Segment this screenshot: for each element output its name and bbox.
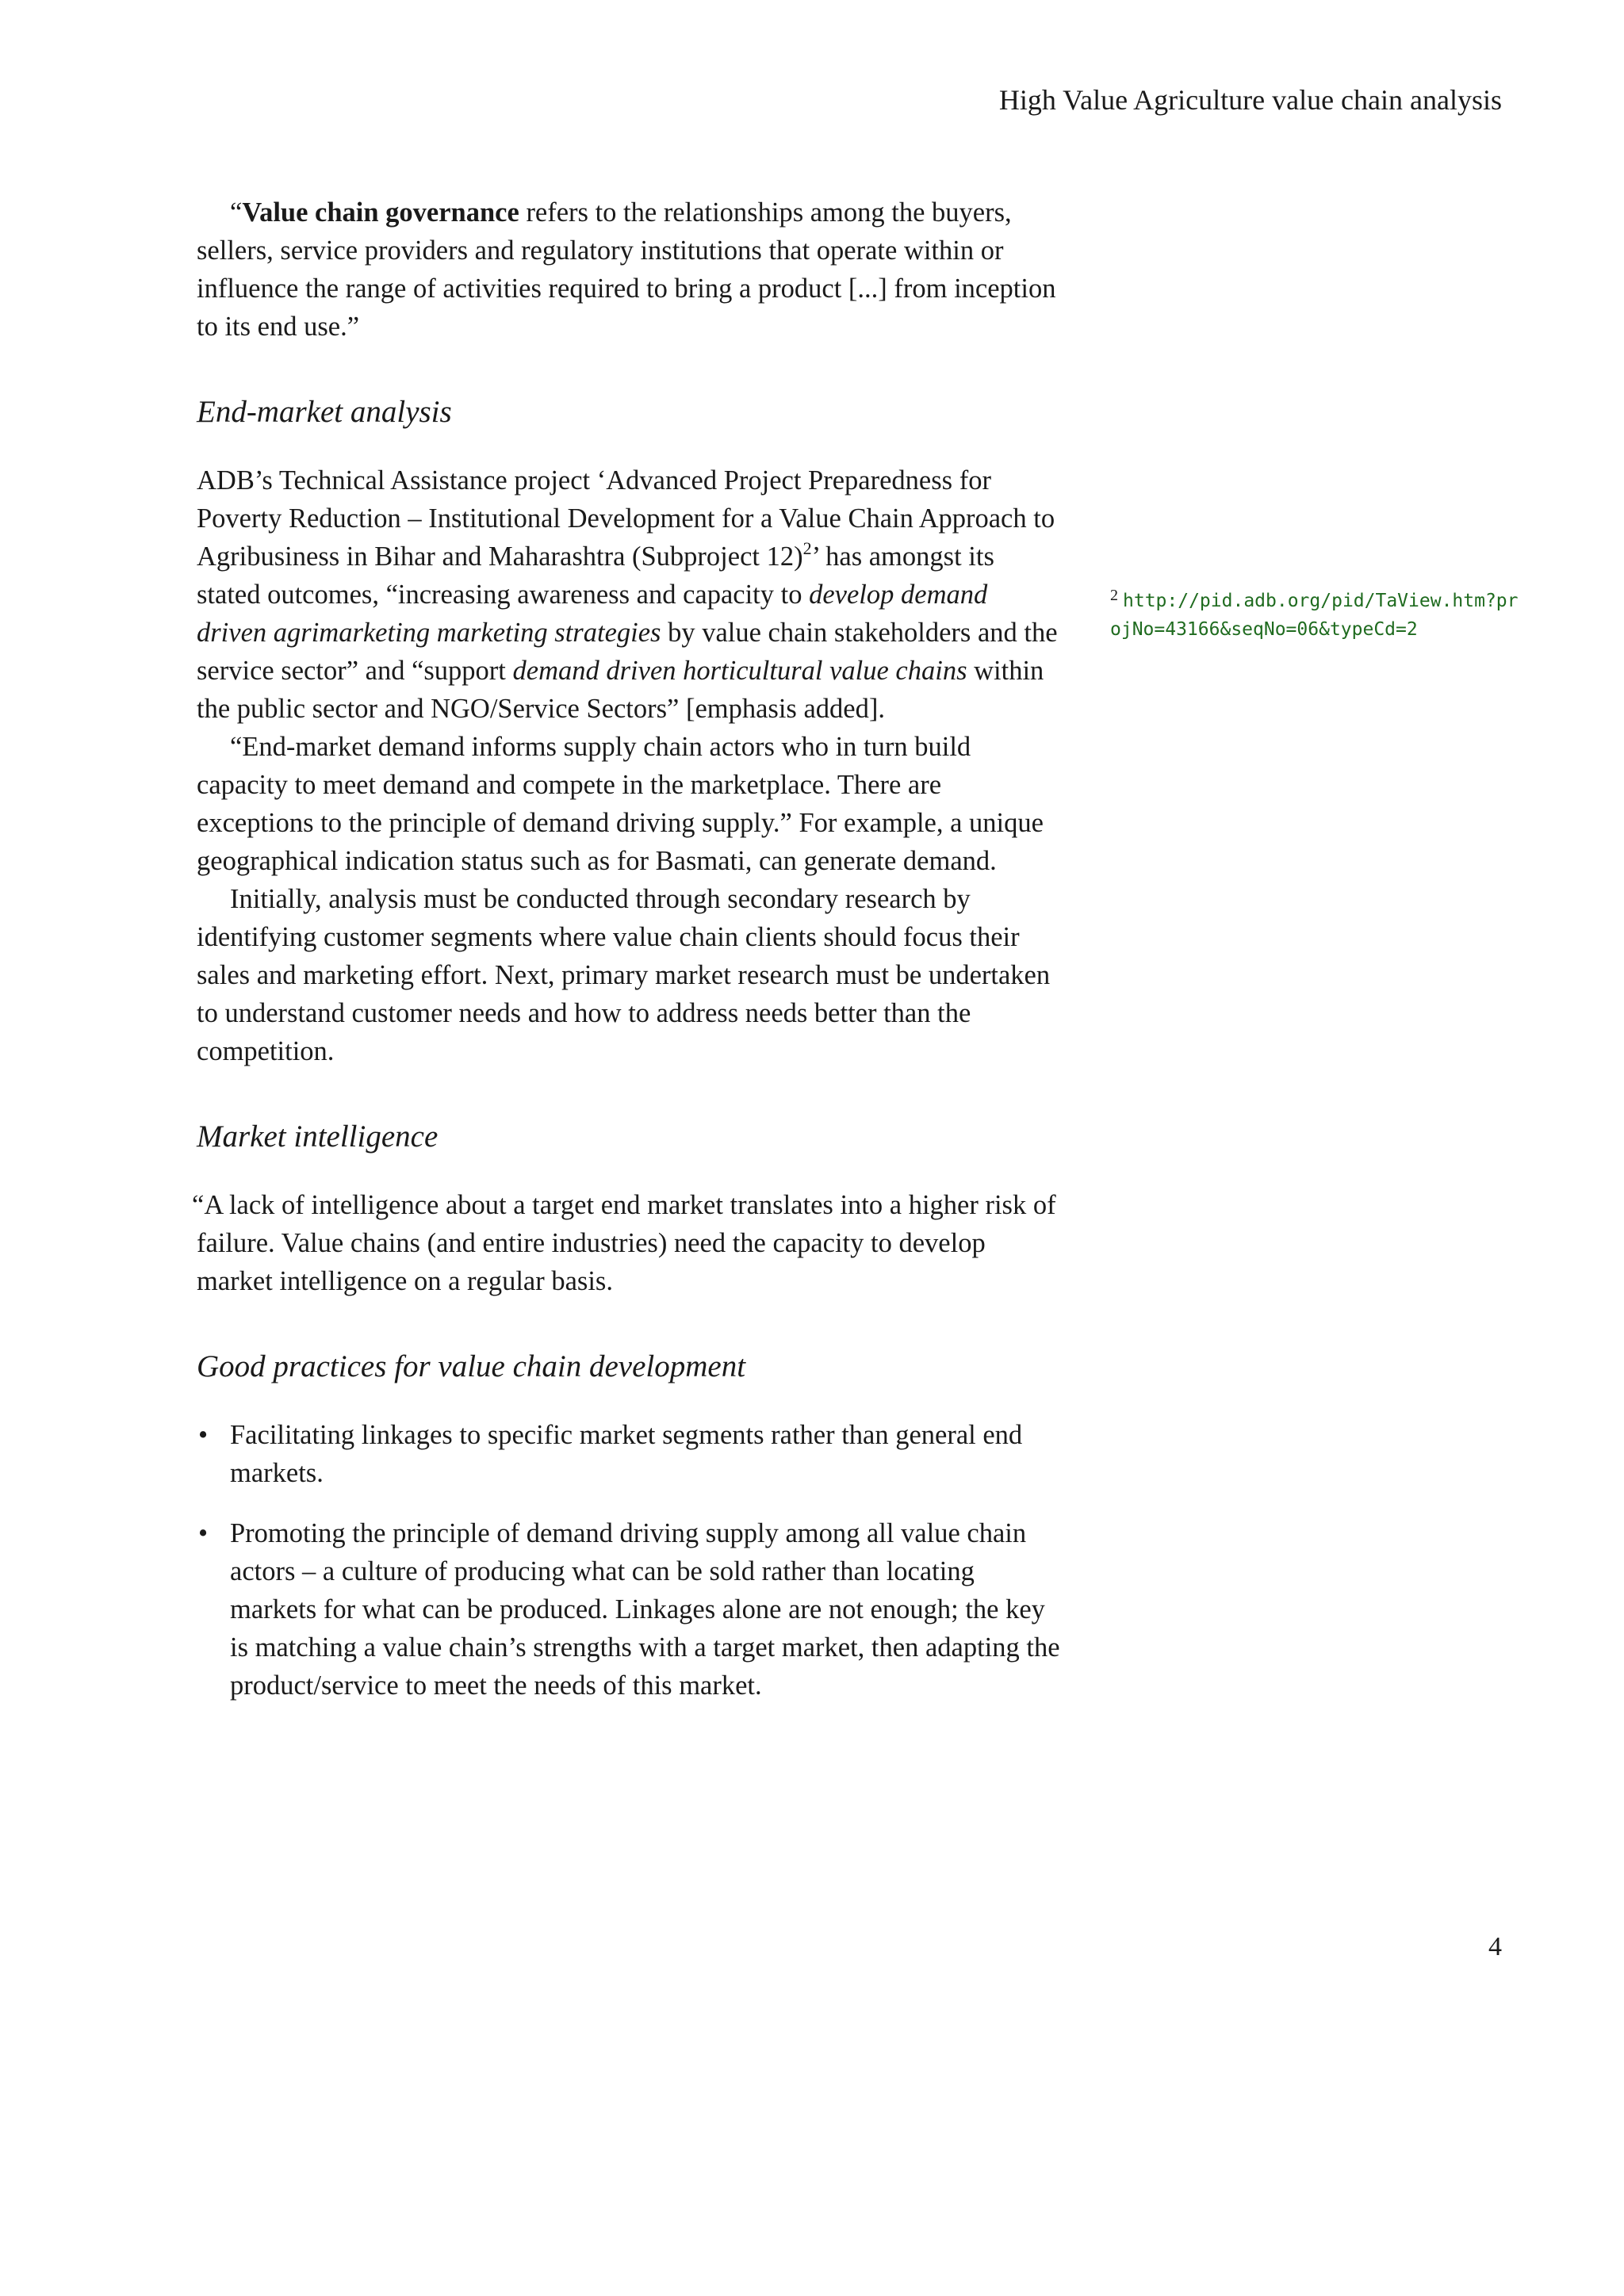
p1-text-a: ADB’s Technical Assistance project ‘Advanced Project Preparedness for Poverty Reduction – Institutional Development for a Value Chain Approach to Agribusiness in Bihar and Maharashtra (Subproject 12) bbox=[197, 465, 1055, 572]
end-market-paragraph-3: Initially, analysis must be conducted through secondary research by identifying customer segments where value chain clients should focus their sales and marketing effort. Next, primary market research must be undertaken to understand customer needs and how to address needs better than the competition. bbox=[197, 884, 1051, 1066]
good-practices-list bbox=[197, 1416, 1061, 1705]
p1-text-c: by value chain stakeholders and the service sector” and “support bbox=[197, 618, 1058, 686]
sidenote-2 bbox=[1110, 587, 1522, 644]
sidenote-url-link[interactable]: http://pid.adb.org/pid/TaView.htm?projNo=43166&seqNo=06&typeCd=2 bbox=[1110, 591, 1519, 640]
heading-end-market-analysis: End-market analysis bbox=[197, 395, 452, 429]
list-item bbox=[197, 1514, 1061, 1705]
bullet-icon: • bbox=[198, 1518, 209, 1548]
list-item-text: Facilitating linkages to specific market segments rather than general end markets. bbox=[230, 1420, 1023, 1488]
heading-market-intelligence: Market intelligence bbox=[197, 1119, 439, 1154]
footnote-ref-2[interactable]: 2 bbox=[802, 538, 812, 558]
main-column bbox=[192, 193, 1061, 1705]
list-item-text: Promoting the principle of demand driving supply among all value chain actors – a culture of producing what can be sold rather than locating markets for what can be produced. Linkages alone are not enough; the key is matching a value chain’s strengths with a target market, then adapting the product/service to meet the needs of this market. bbox=[230, 1518, 1060, 1701]
open-quote: “ bbox=[230, 197, 243, 228]
bullet-icon: • bbox=[198, 1420, 209, 1450]
heading-good-practices: Good practices for value chain development bbox=[197, 1349, 746, 1383]
p1-text-d: within the public sector and NGO/Service Sectors” [emphasis added]. bbox=[197, 656, 1044, 724]
end-market-paragraph-2: “End-market demand informs supply chain actors who in turn build capacity to meet demand and compete in the marketplace. There are exceptions to the principle of demand driving supply.” For example, a unique geographical indication status such as for Basmati, can generate demand. bbox=[197, 732, 1044, 876]
list-item bbox=[197, 1416, 1061, 1492]
governance-term: Value chain governance bbox=[242, 197, 519, 228]
market-intelligence-paragraph: “A lack of intelligence about a target end market translates into a higher risk of failure. Value chains (and entire industries) need the capacity to develop market intelligence on a regular basis. bbox=[192, 1190, 1056, 1296]
governance-quote bbox=[197, 193, 1061, 346]
emphasis-demand-strategies: develop demand driven agrimarketing marketing strategies bbox=[197, 580, 988, 648]
end-market-paragraph-1 bbox=[197, 461, 1061, 728]
emphasis-horticultural-chains: demand driven horticultural value chains bbox=[512, 656, 967, 686]
sidenote-number: 2 bbox=[1110, 587, 1118, 604]
running-header: High Value Agriculture value chain analysis bbox=[998, 84, 1502, 116]
p1-text-b: ’ has amongst its stated outcomes, “increasing awareness and capacity to bbox=[197, 541, 994, 610]
page-number: 4 bbox=[1488, 1932, 1502, 1961]
governance-definition: refers to the relationships among the buyers, sellers, service providers and regulatory institutions that operate within or influence the range of activities required to bring a product [...] from inception to its end use.” bbox=[197, 197, 1056, 342]
